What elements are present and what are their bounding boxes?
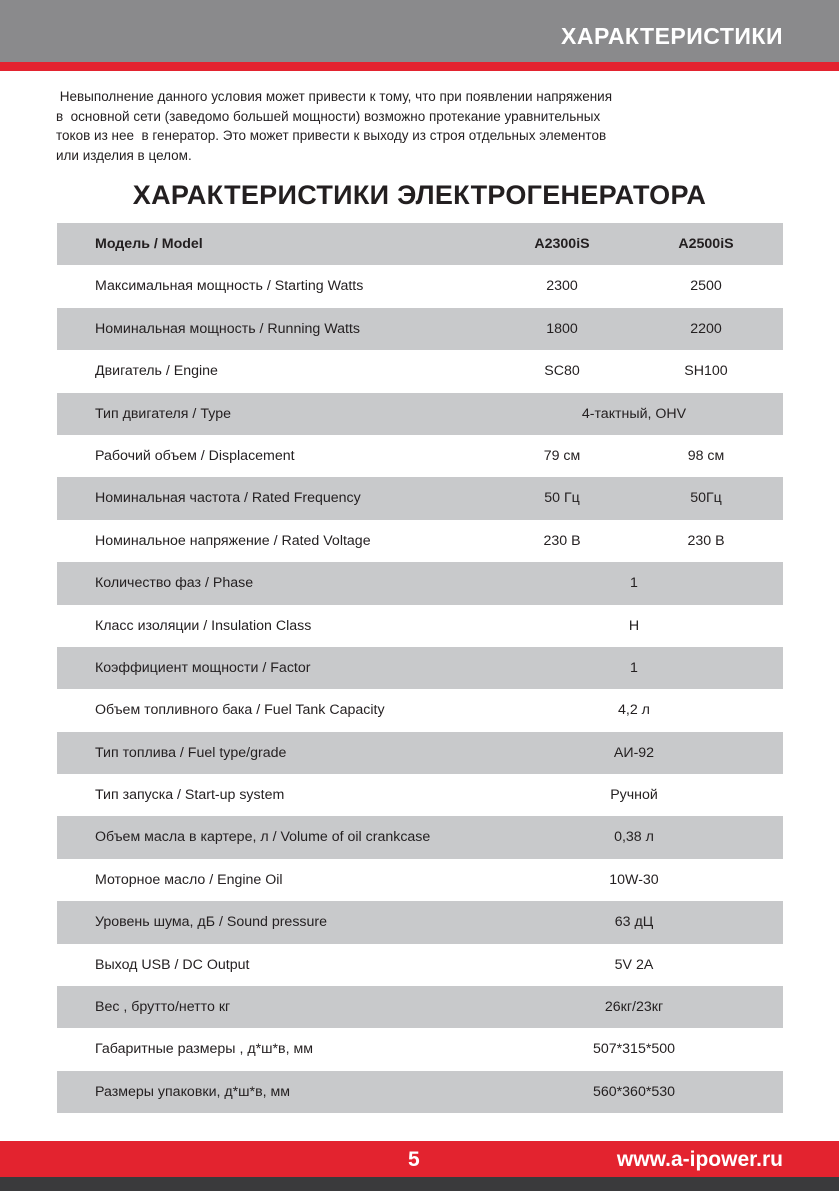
header-accent-stripe [0,62,839,71]
row-label: Тип двигателя / Type [95,405,232,422]
row-label: Уровень шума, дБ / Sound pressure [95,914,328,931]
row-value-shared: 1 [630,575,638,592]
table-header-row [57,223,783,265]
row-label: Коэффициент мощности / Factor [95,659,311,676]
row-label: Объем топливного бака / Fuel Tank Capacity [95,702,385,719]
row-value-shared: Ручной [610,787,658,804]
row-value-model-b: 50Гц [690,490,722,507]
intro-paragraph [56,87,721,165]
row-value-model-a: 2300 [546,278,578,295]
row-label: Тип топлива / Fuel type/grade [95,744,287,761]
row-value-shared: АИ-92 [613,744,655,761]
row-label: Объем масла в картере, л / Volume of oil crankcase [95,829,431,846]
row-value-shared: 4-тактный, OHV [581,405,687,422]
row-value-model-b: 98 см [687,447,725,464]
table-row [57,816,783,858]
intro-line: токов из нее в генератор. Это может привести к выходу из строя отдельных элементов [56,128,607,143]
row-value-shared: 63 дЦ [614,914,654,931]
row-value-model-a: 79 см [543,447,581,464]
row-value-model-a: SC80 [544,363,580,380]
footer-dark-stripe [0,1177,839,1191]
row-value-model-a: 50 Гц [544,490,580,507]
table-row [57,393,783,435]
intro-line: или изделия в целом. [56,147,192,163]
table-row [57,774,783,816]
table-row [57,435,783,477]
row-label: Двигатель / Engine [95,363,218,380]
section-title: ХАРАКТЕРИСТИКИ ЭЛЕКТРОГЕНЕРАТОРА [132,180,707,210]
row-value-shared: 4,2 л [618,702,650,719]
row-value-model-b: SH100 [684,363,728,380]
row-label: Количество фаз / Phase [95,575,254,592]
row-value-shared: 507*315*500 [592,1041,676,1058]
table-row [57,520,783,562]
table-row [57,562,783,604]
row-label: Номинальное напряжение / Rated Voltage [95,532,371,549]
intro-line: в основной сети (заведомо большей мощности) возможно протекание уравнительных [56,108,601,124]
row-label: Выход USB / DC Output [95,956,250,973]
row-label: Класс изоляции / Insulation Class [95,617,312,634]
row-label: Вес , брутто/нетто кг [95,999,231,1016]
row-label: Габаритные размеры , д*ш*в, мм [95,1041,313,1058]
table-row [57,859,783,901]
table-row [57,944,783,986]
row-value-model-a: 230 В [543,532,581,549]
row-value-model-b: 2500 [690,278,722,295]
header-title: ХАРАКТЕРИСТИКИ [561,23,783,49]
table-row [57,1071,783,1113]
row-label: Номинальная частота / Rated Frequency [95,490,361,507]
intro-line: Невыполнение данного условия может привести к тому, что при появлении напряжения [56,89,613,104]
table-row [57,647,783,689]
row-label: Тип запуска / Start-up system [95,787,285,804]
row-value-model-a: 1800 [546,320,578,337]
row-label: Номинальная мощность / Running Watts [95,320,360,337]
row-value-shared: H [628,617,640,634]
table-row [57,986,783,1028]
header-label: Модель / Model [95,236,203,252]
table-row [57,732,783,774]
row-label: Размеры упаковки, д*ш*в, мм [95,1083,291,1100]
row-value-shared: 10W-30 [609,871,659,888]
row-value-model-b: 230 В [687,532,725,549]
table-row [57,1028,783,1070]
row-label: Моторное масло / Engine Oil [95,871,283,888]
row-value-model-b: 2200 [690,320,722,337]
table-row [57,308,783,350]
table-row [57,265,783,307]
row-value-shared: 5V 2A [614,956,654,973]
website-link: www.a-ipower.ru [616,1148,783,1171]
page-number: 5 [408,1148,420,1171]
header-model-b: A2500iS [678,236,734,252]
header-band [0,0,839,62]
table-row [57,689,783,731]
spec-table [57,223,783,1113]
table-row [57,901,783,943]
table-row [57,605,783,647]
row-value-shared: 560*360*530 [592,1083,676,1100]
row-value-shared: 0,38 л [614,829,654,846]
row-label: Максимальная мощность / Starting Watts [95,278,364,295]
table-row [57,477,783,519]
row-value-shared: 26кг/23кг [604,999,664,1016]
row-value-shared: 1 [630,659,638,676]
header-model-a: A2300iS [534,236,590,252]
row-label: Рабочий объем / Displacement [95,447,295,464]
table-row [57,350,783,392]
